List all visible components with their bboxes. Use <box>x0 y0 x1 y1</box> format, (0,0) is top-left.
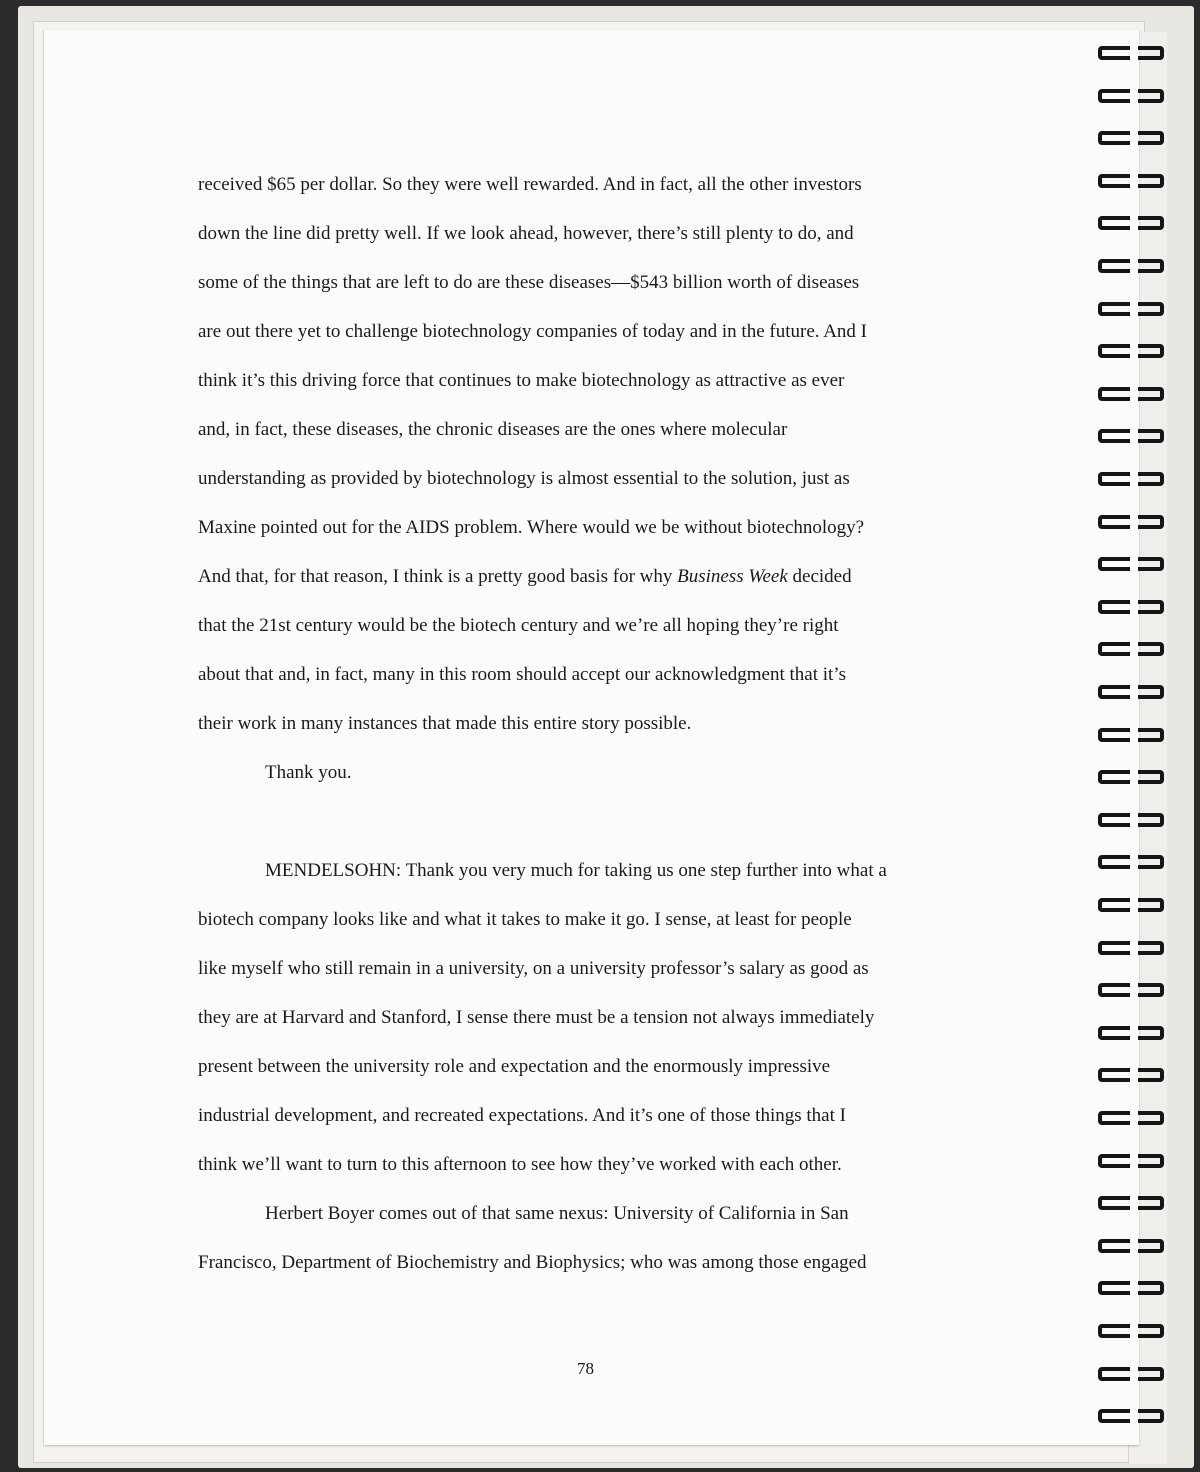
publication-title: Business Week <box>677 566 788 587</box>
text-line: down the line did pretty well. If we look ahead, however, there’s still plenty to do, and <box>198 223 854 244</box>
text-segment: And that, for that reason, I think is a pretty good basis for why <box>198 566 678 587</box>
text-line: MENDELSOHN: Thank you very much for taking us one step further into what a <box>265 860 887 881</box>
text-line: about that and, in fact, many in this room should accept our acknowledgment that it’s <box>198 664 846 685</box>
text-line: that the 21st century would be the biotech century and we’re all hoping they’re right <box>198 615 839 636</box>
text-line: Francisco, Department of Biochemistry and Biophysics; who was among those engaged <box>198 1252 867 1273</box>
text-line: present between the university role and expectation and the enormously impressive <box>198 1056 831 1077</box>
text-line: think it’s this driving force that continues to make biotechnology as attractive as ever <box>198 370 845 391</box>
text-line: they are at Harvard and Stanford, I sense there must be a tension not always immediately <box>198 1007 875 1028</box>
text-line <box>198 552 978 601</box>
text-line: Maxine pointed out for the AIDS problem. Where would we be without biotechnology? <box>198 517 865 538</box>
text-line: biotech company looks like and what it takes to make it go. I sense, at least for people <box>198 909 852 930</box>
text-line: like myself who still remain in a university, on a university professor’s salary as good as <box>198 958 869 979</box>
text-line: and, in fact, these diseases, the chronic diseases are the ones where molecular <box>198 419 788 440</box>
text-line: Thank you. <box>265 762 352 783</box>
text-line: received $65 per dollar. So they were well rewarded. And in fact, all the other investors <box>198 174 862 195</box>
text-line: some of the things that are left to do are these diseases—$543 billion worth of diseases <box>198 272 860 293</box>
text-segment: decided <box>787 566 852 587</box>
text-line: industrial development, and recreated expectations. And it’s one of those things that I <box>198 1105 846 1126</box>
text-line: are out there yet to challenge biotechnology companies of today and in the future. And I <box>198 321 868 342</box>
text-line: think we’ll want to turn to this afternoon to see how they’ve worked with each other. <box>198 1154 842 1175</box>
text-line: their work in many instances that made this entire story possible. <box>198 713 692 734</box>
transcript-text <box>198 160 978 1393</box>
text-line: understanding as provided by biotechnology is almost essential to the solution, just as <box>198 468 850 489</box>
page-number: 78 <box>577 1359 594 1378</box>
text-line: Herbert Boyer comes out of that same nexus: University of California in San <box>265 1203 849 1224</box>
paragraph-gap <box>198 797 978 846</box>
